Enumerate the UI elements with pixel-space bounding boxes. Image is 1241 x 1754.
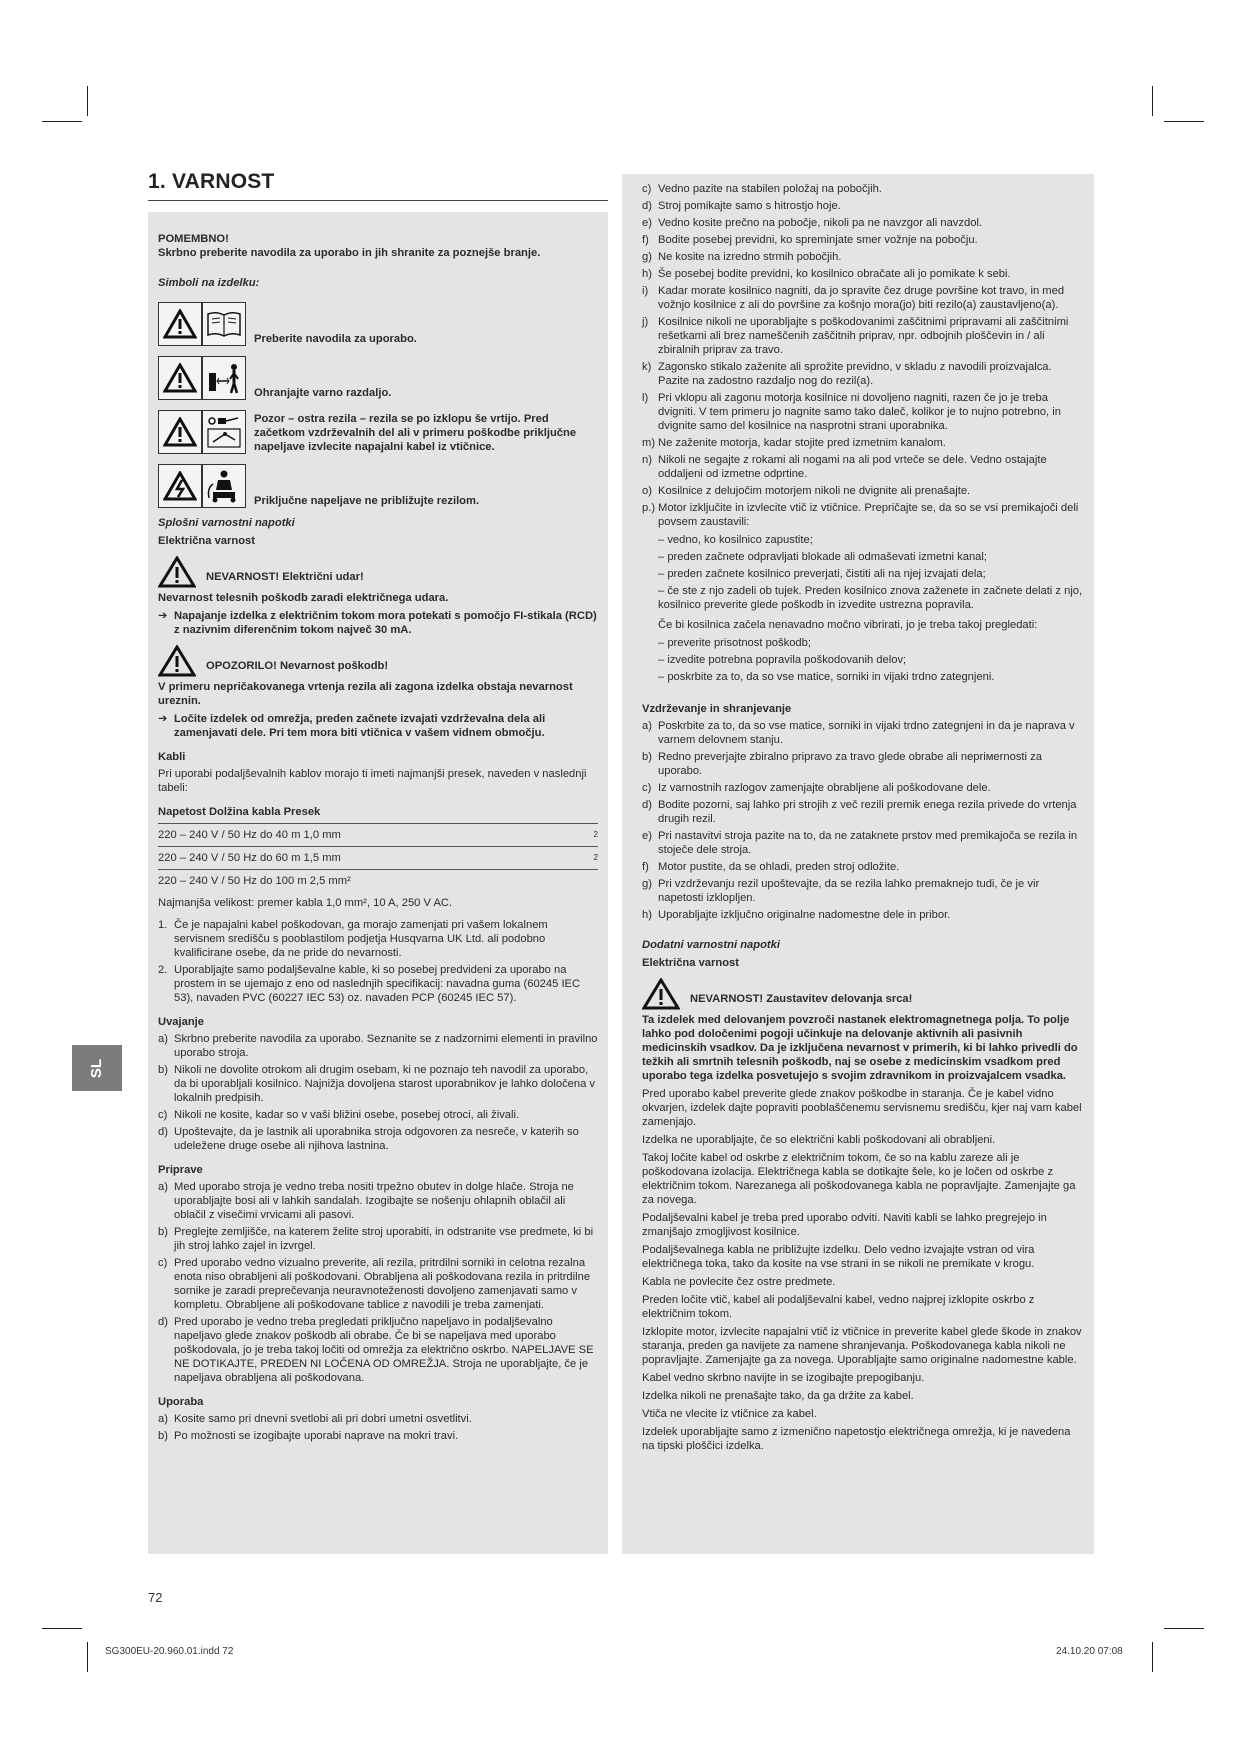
list-item bbox=[158, 1180, 598, 1222]
list-item-key: c) bbox=[642, 782, 652, 794]
list-item-text: Nikoli ne segajte z rokami ali nogami na ali pod vrteče se dele. Vedno ostajajte oddaljeni od izmetne odprtine. bbox=[658, 454, 1047, 480]
crop-mark bbox=[1164, 1628, 1204, 1629]
crop-mark bbox=[1152, 86, 1153, 116]
cable-paragraph: Preden ločite vtič, kabel ali podaljševalni kabel, vedno najprej izklopite oskrbo z električnim tokom. bbox=[642, 1294, 1035, 1320]
danger-instruction bbox=[158, 609, 598, 637]
arrow-icon: ➔ bbox=[158, 713, 168, 725]
list-item-text: Vedno pazite na stabilen položaj na pobočjih. bbox=[658, 183, 882, 195]
list-item-key: a) bbox=[158, 1033, 168, 1045]
list-item-text: Pri nastavitvi stroja pazite na to, da ne zataknete prstov med premikajoča se rezila in stoječe dele stroja. bbox=[658, 830, 1078, 856]
cable-paragraph: Izdelka nikoli ne prenašajte tako, da ga držite za kabel. bbox=[642, 1390, 914, 1402]
list-item bbox=[642, 199, 1084, 213]
list-item-key: e) bbox=[642, 830, 652, 842]
list-item-text: Bodite posebej previdni, ko spreminjate smer vožnje na pobočju. bbox=[658, 234, 978, 246]
cable-min-size: Najmanjša velikost: premer kabla 1,0 mm², 10 A, 250 V AC. bbox=[158, 897, 453, 909]
list-item-text: Pred uporabo vedno vizualno preverite, ali rezila, pritrdilni sorniki in celotna rezalna enota niso obrabljeni ali poškodovani. Obrabljena ali poškodovana rezila in pritrdilne sornike je zaradi preprečevanja neuravnoteženosti dovoljeno zamenjavati samo v kompletu. Obrabljene ali poškodovane tablice z navodili je treba zamenjati. bbox=[174, 1257, 591, 1311]
left-column bbox=[148, 212, 608, 1554]
cables-text: Pri uporabi podaljševalnih kablov morajo ti imeti najmanjši presek, naveden v naslednji tabeli: bbox=[158, 768, 587, 794]
list-item-key: p.) bbox=[642, 502, 656, 514]
vibration-text: Če bi kosilnica začela nenavadno močno vibrirati, jo je treba takoj pregledati: bbox=[658, 619, 1038, 631]
page-number: 72 bbox=[148, 1590, 163, 1605]
additional-heading: Dodatni varnostni napotki bbox=[642, 939, 780, 951]
list-item-text: Poskrbite za to, da so vse matice, sorniki in vijaki trdno zategnjeni in da je naprava v varnem delovnem stanju. bbox=[658, 720, 1075, 746]
cable-spec: 220 – 240 V / 50 Hz do 40 m 1,0 mm bbox=[158, 824, 488, 847]
list-item-key: a) bbox=[158, 1413, 168, 1425]
warning-instruction bbox=[158, 712, 598, 740]
list-item-key: c) bbox=[642, 183, 652, 195]
list-item bbox=[642, 284, 1084, 312]
danger2-text: Ta izdelek med delovanjem povzroči nastanek elektromagnetnega polja. To polje lahko pod določenimi pogoji učinkuje na delovanje aktivnih ali pasivnih medicinskih vsadkov. Da je izključena nevarnost v primerih, ki bi lahko privedli do težkih ali smrtnih telesnih poškodb, naj se osebe z medicinskim vsadkom pred uporabo tega izdelka posvetujejo s svojim zdravnikom in proizvajalcem vsadka. bbox=[642, 1014, 1078, 1082]
list-item-key: g) bbox=[642, 251, 652, 263]
list-item-text: Uporabljajte izključno originalne nadomestne dele in pribor. bbox=[658, 909, 951, 921]
prep-list bbox=[158, 1180, 598, 1385]
list-item bbox=[642, 781, 1084, 795]
list-item: – preverite prisotnost poškodb; bbox=[658, 637, 811, 649]
list-item-key: o) bbox=[642, 485, 652, 497]
symbol-list bbox=[158, 298, 598, 508]
list-item-key: d) bbox=[158, 1316, 168, 1328]
list-item: – izvedite potrebna popravila poškodovanih delov; bbox=[658, 654, 907, 666]
warning-triangle-icon bbox=[158, 302, 202, 346]
list-item bbox=[158, 1412, 598, 1426]
list-item bbox=[158, 918, 598, 960]
list-item bbox=[642, 250, 1084, 264]
maint-list bbox=[642, 719, 1084, 922]
list-item-key: n) bbox=[642, 454, 652, 466]
symbol-row bbox=[158, 298, 598, 346]
list-item-text: Upoštevajte, da je lastnik ali uporabnika stroja odgovoren za nesreče, v katerih so udeležene druge osebe ali njihova lastnina. bbox=[174, 1126, 579, 1152]
list-item-text: Po možnosti se izogibajte uporabi naprave na mokri travi. bbox=[174, 1430, 459, 1442]
list-item-text: Kadar morate kosilnico nagniti, da jo spravite čez druge površine kot travo, in med vožnjo kosilnice z ali do površine za košnjo mora(jo) biti rezilo(a) zaustavljeno(a). bbox=[658, 285, 1065, 311]
list-item-key: j) bbox=[642, 316, 649, 328]
vibration-list bbox=[658, 636, 1084, 684]
list-item-key: m) bbox=[642, 437, 656, 449]
warning-triangle-icon bbox=[158, 645, 196, 677]
symbol-row bbox=[158, 460, 598, 508]
list-item bbox=[642, 798, 1084, 826]
list-item-key: g) bbox=[642, 878, 652, 890]
list-item-text: Preglejte zemljišče, na katerem želite stroj uporabiti, in odstranite vse predmete, ki bi jih stroj lahko zajel in izvrgel. bbox=[174, 1226, 594, 1252]
list-item-key: b) bbox=[158, 1226, 168, 1238]
list-item-text: Skrbno preberite navodila za uporabo. Seznanite se z nadzornimi elementi in pravilno uporabo stroja. bbox=[174, 1033, 598, 1059]
list-item bbox=[158, 1063, 598, 1105]
crop-mark bbox=[87, 86, 88, 116]
list-item bbox=[642, 453, 1084, 481]
electric-hazard-icon bbox=[158, 464, 202, 508]
list-item-text: Uporabljajte samo podaljševalne kable, ki so posebej predvideni za uporabo na prostem in se ujemajo z eno od naslednjih specifikacij: navadna guma (60245 IEC 53), navaden PVC (60227 IEC 53) oz. navaden PCP (60245 IEC 57). bbox=[174, 964, 581, 1004]
cable-table bbox=[158, 823, 598, 892]
list-item-key: h) bbox=[642, 268, 652, 280]
list-item bbox=[642, 877, 1084, 905]
footer-file-info: SG300EU-20.960.01.indd 72 bbox=[105, 1646, 234, 1657]
arrow-icon: ➔ bbox=[158, 610, 168, 622]
general-heading: Splošni varnostni napotki bbox=[158, 517, 295, 529]
list-item-text: Stroj pomikajte samo s hitrostjo hoje. bbox=[658, 200, 841, 212]
symbol-label: Pozor – ostra rezila – rezila se po izklopu še vrtijo. Pred začetkom vzdrževalnih del ali v primeru poškodbe priključne napeljave izvlecite napajalni kabel iz vtičnice. bbox=[254, 413, 577, 453]
list-item bbox=[642, 216, 1084, 230]
important-heading: POMEMBNO! bbox=[158, 233, 229, 245]
list-item bbox=[642, 391, 1084, 433]
list-item bbox=[158, 1429, 598, 1443]
cables-heading: Kabli bbox=[158, 751, 186, 763]
language-tab-label: SL bbox=[88, 1058, 106, 1078]
list-item: – poskrbite za to, da so vse matice, sorniki in vijaki trdno zategnjeni. bbox=[658, 671, 995, 683]
list-item-text: Kosilnice z delujočim motorjem nikoli ne dvignite ali prenašajte. bbox=[658, 485, 971, 497]
list-item-key: f) bbox=[642, 234, 649, 246]
use-heading: Uporaba bbox=[158, 1396, 204, 1408]
page-title: 1. VARNOST bbox=[148, 170, 275, 193]
symbol-row bbox=[158, 406, 598, 454]
list-item-key: b) bbox=[158, 1064, 168, 1076]
warning-text: V primeru nepričakovanega vrtenja rezila ali zagona izdelka obstaja nevarnost ureznin. bbox=[158, 681, 573, 707]
cable-notes bbox=[158, 918, 598, 1005]
list-item bbox=[642, 501, 1084, 529]
list-item-text: Bodite pozorni, saj lahko pri strojih z več rezili premik enega rezila privede do vrtenja drugih rezil. bbox=[658, 799, 1077, 825]
list-item bbox=[158, 1108, 598, 1122]
cable-superscript: 2 bbox=[488, 824, 598, 847]
list-item bbox=[158, 1032, 598, 1060]
list-item-text: Pri vzdrževanju rezil upoštevajte, da se rezila lahko premaknejo tudi, če je vir napetosti izklopljen. bbox=[658, 878, 1040, 904]
list-item-text: Motor pustite, da se ohladi, preden stroj odložite. bbox=[658, 861, 900, 873]
danger-text: Nevarnost telesnih poškodb zaradi električnega udara. bbox=[158, 592, 449, 604]
manual-book-icon bbox=[202, 302, 246, 346]
list-item-key: b) bbox=[158, 1430, 168, 1442]
list-item-key: d) bbox=[642, 799, 652, 811]
list-item: – preden začnete kosilnico preverjati, čistiti ali na njej izvajati dela; bbox=[658, 568, 986, 580]
list-item-text: Pred uporabo je vedno treba pregledati priključno napeljavo in podaljševalno napeljavo glede znakov poškodb ali obrabe. Če bi se napeljava med uporabo poškodovala, jo je treba takoj ločiti od omrežja za električno oskrbo. NAPELJAVE SE NE DOTIKAJTE, PREDEN NI LOČENA OD OMREŽJA. Stroja ne uporabljajte, če je napeljava obrabljena ali poškodovana. bbox=[174, 1316, 594, 1384]
warning-instruction-text: Ločite izdelek od omrežja, preden začnete izvajati vzdrževalna dela ali zamenjavati dele. Pri tem mora biti vtičnica v vašem vidnem območju. bbox=[174, 713, 546, 739]
list-item-text: Če je napajalni kabel poškodovan, ga morajo zamenjati pri vašem lokalnem servisnem središču s pooblastilom podjetja Husqvarna UK Ltd. ali podobno kvalificirane osebe, da ne pride do nevarnosti. bbox=[174, 919, 548, 959]
warning-triangle-icon bbox=[158, 356, 202, 400]
list-item bbox=[642, 233, 1084, 247]
list-item-text: Nikoli ne dovolite otrokom ali drugim osebam, ki ne poznajo teh navodil za uporabo, da bi uporabljali kosilnico. Najnižja dovoljena starost uporabnikov je lahko določena v lokalnih predpisih. bbox=[174, 1064, 596, 1104]
list-item-key: i) bbox=[642, 285, 649, 297]
crop-mark bbox=[42, 1628, 82, 1629]
footer-timestamp: 24.10.20 07:08 bbox=[1056, 1646, 1123, 1657]
title-divider bbox=[148, 200, 608, 201]
list-item-text: Še posebej bodite previdni, ko kosilnico obračate ali jo pomikate k sebi. bbox=[658, 268, 1011, 280]
list-item-text: Zagonsko stikalo zaženite ali sprožite previdno, v skladu z navodili proizvajalca. Pazite na zadostno razdaljo nog do rezil(a). bbox=[658, 361, 1052, 387]
list-item bbox=[642, 860, 1084, 874]
list-item bbox=[642, 484, 1084, 498]
crop-mark bbox=[1152, 1642, 1153, 1672]
electrical-heading: Električna varnost bbox=[158, 535, 256, 547]
cable-paragraph: Izdelka ne uporabljajte, če so električni kabli poškodovani ali obrabljeni. bbox=[642, 1134, 996, 1146]
list-item bbox=[642, 182, 1084, 196]
training-heading: Uvajanje bbox=[158, 1016, 205, 1028]
list-item-text: Med uporabo stroja je vedno treba nositi trpežno obutev in dolge hlače. Stroja ne uporabljajte bosi ali v lahkih sandalah. Izogibajte se nošenju ohlapnih oblačil ali oblačil z visečimi vrvicami ali pasovi. bbox=[174, 1181, 574, 1221]
crop-mark bbox=[1164, 121, 1204, 122]
list-item bbox=[158, 1315, 598, 1385]
symbol-icons bbox=[158, 410, 246, 454]
cable-paragraph: Kabla ne povlecite čez ostre predmete. bbox=[642, 1276, 836, 1288]
cable-paragraph: Pred uporabo kabel preverite glede znakov poškodbe in staranja. Če je kabel vidno okvarjen, izdelek dajte popraviti pooblaščenemu servisnemu središču, kjer naj vam kabel zamenjajo. bbox=[642, 1088, 1082, 1128]
list-item-key: b) bbox=[642, 751, 652, 763]
symbol-label: Preberite navodila za uporabo. bbox=[254, 333, 417, 345]
list-item-key: 2. bbox=[158, 964, 168, 976]
list-item-key: l) bbox=[642, 392, 649, 404]
warning-triangle-icon bbox=[642, 978, 680, 1010]
list-item-text: Motor izključite in izvlecite vtič iz vtičnice. Prepričajte se, da so se vsi premikajoči deli povsem zaustavili: bbox=[658, 502, 1079, 528]
list-item-text: Nikoli ne kosite, kadar so v vaši bližini osebe, posebej otroci, ali živali. bbox=[174, 1109, 520, 1121]
language-tab bbox=[72, 1045, 122, 1091]
danger-title: NEVARNOST! Električni udar! bbox=[206, 571, 364, 583]
use-list bbox=[158, 1412, 598, 1443]
list-item-text: Vedno kosite prečno na pobočje, nikoli pa ne navzgor ali navzdol. bbox=[658, 217, 983, 229]
cable-spec: 220 – 240 V / 50 Hz do 60 m 1,5 mm bbox=[158, 847, 488, 870]
safe-distance-icon bbox=[202, 356, 246, 400]
list-item-key: c) bbox=[158, 1257, 168, 1269]
symbol-icons bbox=[158, 356, 246, 400]
danger-header bbox=[158, 556, 598, 588]
additional-electrical-heading: Električna varnost bbox=[642, 957, 740, 969]
list-item bbox=[642, 436, 1084, 450]
list-item-text: Redno preverjajte zbiralno pripravo za travo glede obrabe ali nepriмernosti za uporabo. bbox=[658, 751, 1042, 777]
training-list bbox=[158, 1032, 598, 1153]
maint-heading: Vzdrževanje in shranjevanje bbox=[642, 703, 792, 715]
list-item-key: d) bbox=[158, 1126, 168, 1138]
table-row bbox=[158, 824, 598, 847]
right-column bbox=[622, 174, 1094, 1554]
table-row bbox=[158, 870, 598, 893]
list-item-key: f) bbox=[642, 861, 649, 873]
symbol-label: Ohranjajte varno razdaljo. bbox=[254, 387, 392, 399]
list-item bbox=[158, 1225, 598, 1253]
crop-mark bbox=[42, 121, 82, 122]
mower-cable-icon bbox=[202, 464, 246, 508]
list-item bbox=[642, 719, 1084, 747]
list-item bbox=[158, 963, 598, 1005]
list-item: – preden začnete odpravljati blokade ali odmaševati izmetni kanal; bbox=[658, 551, 987, 563]
list-item bbox=[642, 908, 1084, 922]
crop-mark bbox=[87, 1642, 88, 1672]
list-item-text: Kosite samo pri dnevni svetlobi ali pri dobri umetni osvetlitvi. bbox=[174, 1413, 472, 1425]
list-item bbox=[642, 315, 1084, 357]
cable-paragraph: Takoj ločite kabel od oskrbe z električnim tokom, če so na kablu zareze ali je poškodovana izolacija. Električnega kabla se dotikajte šele, ko je ločen od oskrbe z električnim tokom. Narezanega ali poškodovanega kabla ne popravljajte. Zamenjajte ga za novega. bbox=[642, 1152, 1076, 1206]
list-item-key: 1. bbox=[158, 919, 168, 931]
table-row bbox=[158, 847, 598, 870]
list-item-text: Pri vklopu ali zagonu motorja kosilnice ni dovoljeno nagniti, razen če jo je treba dvigniti. V tem primeru jo nagnite samo tako daleč, kolikor je to nujno potrebno, in dvignite samo del kosilnice na nasprotni strani uporabnika. bbox=[658, 392, 1061, 432]
warning-header bbox=[158, 645, 598, 677]
list-item-text: Ne zaženite motorja, kadar stojite pred izmetnim kanalom. bbox=[658, 437, 946, 449]
symbols-heading: Simboli na izdelku: bbox=[158, 277, 260, 289]
cable-spec: 220 – 240 V / 50 Hz do 100 m 2,5 mm² bbox=[158, 870, 488, 893]
list-item-text: Iz varnostnih razlogov zamenjajte obrabljene ali poškodovane dele. bbox=[658, 782, 991, 794]
use-list-continued bbox=[642, 182, 1084, 529]
stop-list bbox=[658, 533, 1084, 612]
list-item bbox=[158, 1256, 598, 1312]
list-item-key: a) bbox=[642, 720, 652, 732]
list-item-key: a) bbox=[158, 1181, 168, 1193]
danger2-header bbox=[642, 978, 1084, 1010]
cable-paragraph: Podaljševalni kabel je treba pred uporabo odviti. Naviti kabli se lahko pregrejejo in zmanjšajo zmogljivost kosilnice. bbox=[642, 1212, 1047, 1238]
list-item-key: d) bbox=[642, 200, 652, 212]
danger-instruction-text: Napajanje izdelka z električnim tokom mora potekati s pomočjo FI-stikala (RCD) z nazivnim diferenčnim tokom največ 30 mA. bbox=[174, 610, 597, 636]
list-item-key: c) bbox=[158, 1109, 168, 1121]
list-item: – vedno, ko kosilnico zapustite; bbox=[658, 534, 813, 546]
prep-heading: Priprave bbox=[158, 1164, 203, 1176]
cable-paragraph: Izdelek uporabljajte samo z izmenično napetostjo električnega omrežja, ki je navedena na tipski ploščici izdelka. bbox=[642, 1426, 1071, 1452]
warning-triangle-icon bbox=[158, 410, 202, 454]
symbol-icons bbox=[158, 464, 246, 508]
important-text: Skrbno preberite navodila za uporabo in jih shranite za poznejše branje. bbox=[158, 247, 541, 259]
list-item bbox=[158, 1125, 598, 1153]
list-item-text: Ne kosite na izredno strmih pobočjih. bbox=[658, 251, 842, 263]
symbol-row bbox=[158, 352, 598, 400]
cable-superscript: 2 bbox=[488, 847, 598, 870]
list-item bbox=[642, 750, 1084, 778]
list-item: – če ste z njo zadeli ob tujek. Preden kosilnico znova zaženete in začnete delati z njo, kosilnico preverite glede poškodb in izvedite ustrezna popravila. bbox=[658, 585, 1083, 611]
list-item bbox=[642, 267, 1084, 281]
list-item-text: Kosilnice nikoli ne uporabljajte s poškodovanimi zaščitnimi pripravami ali zaščitnimi rešetkami ali brez nameščenih zaščitnih priprav, npr. odbojnih ploščevin in / ali zbiralnih priprav za travo. bbox=[658, 316, 1069, 356]
list-item-key: h) bbox=[642, 909, 652, 921]
cable-paragraph: Kabel vedno skrbno navijte in se izogibajte prepogibanju. bbox=[642, 1372, 925, 1384]
cable-table-header: Napetost Dolžina kabla Presek bbox=[158, 806, 321, 818]
list-item-key: k) bbox=[642, 361, 652, 373]
cable-paragraph: Izklopite motor, izvlecite napajalni vtič iz vtičnice in preverite kabel glede škode in znakov staranja, preden ga navijete za namene shranjevanja. Poškodovanega kabla nikoli ne popravljajte. Zamenjajte ga za novega. Uporabljajte samo originalne nadomestne kable. bbox=[642, 1326, 1082, 1366]
cable-paragraph: Vtiča ne vlecite iz vtičnice za kabel. bbox=[642, 1408, 817, 1420]
symbol-icons bbox=[158, 302, 246, 346]
warning-title: OPOZORILO! Nevarnost poškodb! bbox=[206, 660, 389, 672]
list-item-key: e) bbox=[642, 217, 652, 229]
cable-superscript bbox=[488, 870, 598, 893]
warning-triangle-icon bbox=[158, 556, 196, 588]
list-item bbox=[642, 360, 1084, 388]
cable-paragraphs bbox=[642, 1087, 1084, 1453]
danger2-title: NEVARNOST! Zaustavitev delovanja srca! bbox=[690, 993, 913, 1005]
blade-unplug-icon bbox=[202, 410, 246, 454]
list-item bbox=[642, 829, 1084, 857]
symbol-label: Priključne napeljave ne približujte rezilom. bbox=[254, 495, 480, 507]
cable-paragraph: Podaljševalnega kabla ne približujte izdelku. Delo vedno izvajajte vstran od vira električnega toka, tako da kosite na vse strani in se nikoli ne premikate v krogu. bbox=[642, 1244, 1035, 1270]
